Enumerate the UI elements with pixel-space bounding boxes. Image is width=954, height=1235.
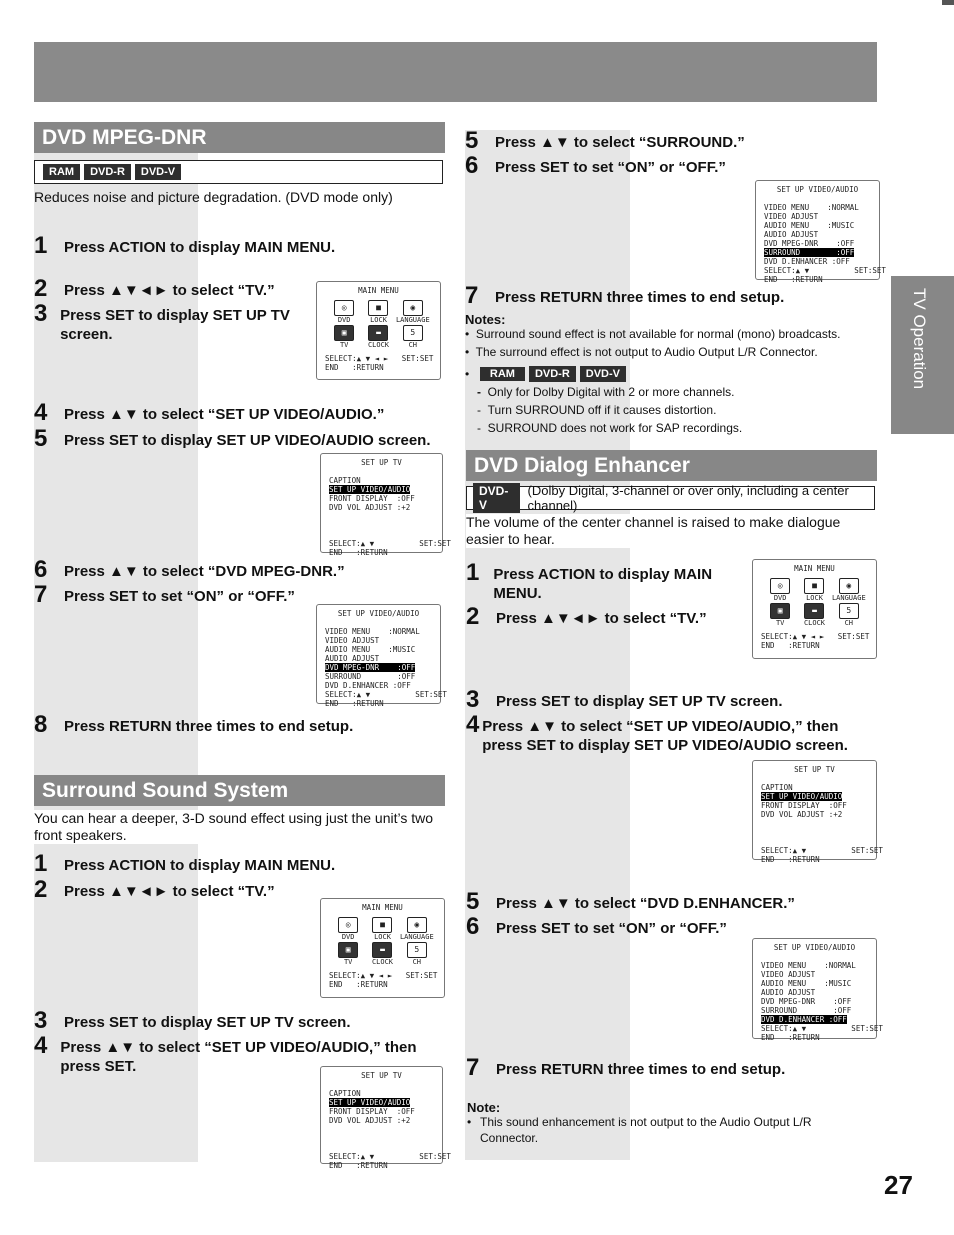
sec1-description: Reduces noise and picture degradation. (DVD mode only) [34, 189, 393, 205]
dvd-icon: ◎ [338, 917, 358, 933]
sec3-step-2: 2 Press ▲▼◄► to select “TV.” [466, 603, 707, 630]
sec2-note-badges: • RAM DVD-R DVD-V [465, 366, 626, 382]
sec3-step-6: 6 Press SET to set “ON” or “OFF.” [466, 913, 727, 940]
sec3-step-4: 4 Press ▲▼ to select “SET UP VIDEO/AUDIO,” then press SET to display SET UP VIDEO/AUDIO screen. [466, 711, 848, 754]
sec1-step-3: 3 Press SET to display SET UP TV screen. [34, 300, 290, 343]
clock-icon: ▬ [368, 325, 388, 341]
language-icon: ◉ [839, 578, 859, 594]
lock-icon: ■ [368, 300, 388, 316]
tv-icon: ▣ [334, 325, 354, 341]
surround-sound-heading: Surround Sound System [34, 775, 445, 806]
language-icon: ◉ [403, 300, 423, 316]
sec1-step-5: 5 Press SET to display SET UP VIDEO/AUDIO screen. [34, 425, 431, 452]
badge-ram: RAM [480, 367, 525, 381]
corner-mark [942, 0, 954, 5]
sec2-note-1: • Surround sound effect is not available for normal (mono) broadcasts. [465, 327, 841, 341]
header-bar [34, 42, 877, 102]
tv-icon: ▣ [770, 603, 790, 619]
sec3-step-5: 5 Press ▲▼ to select “DVD D.ENHANCER.” [466, 888, 795, 915]
clock-icon: ▬ [804, 603, 824, 619]
sec3-note: • This sound enhancement is not output to the Audio Output L/R Connector. [467, 1115, 812, 1145]
sec2-step-4: 4 Press ▲▼ to select “SET UP VIDEO/AUDIO,” then press SET. [34, 1032, 417, 1075]
sec2-note-2: • The surround effect is not output to Audio Output L/R Connector. [465, 345, 818, 359]
sec3-description: The volume of the center channel is raised to make dialogue easier to hear. [466, 514, 878, 548]
sec1-step-6: 6 Press ▲▼ to select “DVD MPEG-DNR.” [34, 556, 345, 583]
sec3-badge-box [466, 483, 875, 513]
sec2-step-5: 5 Press ▲▼ to select “SURROUND.” [465, 127, 745, 154]
dvd-icon: ◎ [770, 578, 790, 594]
tv-operation-tab [891, 276, 954, 434]
badge-ram: RAM [43, 164, 80, 180]
channel-icon: 5 [407, 942, 427, 958]
badge-dvd-v: DVD-V [473, 483, 520, 513]
sec3-step-1: 1 Press ACTION to display MAIN MENU. [466, 559, 713, 602]
channel-icon: 5 [403, 325, 423, 341]
badge-dvd-v: DVD-V [580, 366, 626, 382]
sec1-step-8: 8 Press RETURN three times to end setup. [34, 711, 354, 738]
screen-setup-tv-2: SET UP TV CAPTION SET UP VIDEO/AUDIO FRONT DISPLAY :OFF DVD VOL ADJUST :+2 SELECT:▲ ▼ SET:SET END :RETURN [320, 1066, 443, 1164]
sec3-note-title: Note: [467, 1100, 501, 1115]
sec1-step-4: 4 Press ▲▼ to select “SET UP VIDEO/AUDIO.” [34, 399, 385, 426]
tv-icon: ▣ [338, 942, 358, 958]
sec2-notes-title: Notes: [465, 312, 506, 327]
sec2-description: You can hear a deeper, 3-D sound effect using just the unit’s two front speakers. [34, 810, 439, 844]
screen-main-menu-3: MAIN MENU ◎ DVD ■ LOCK ◉ LANGUAGE ▣ TV ▬ CLOCK 5 CH SELECT:▲ ▼ ◄ ► SET:SET END :RETURN [752, 559, 877, 659]
language-icon: ◉ [407, 917, 427, 933]
dvd-mpeg-dnr-heading: DVD MPEG-DNR [34, 122, 445, 153]
sec3-step-3: 3 Press SET to display SET UP TV screen. [466, 686, 783, 713]
sec2-step-1: 1 Press ACTION to display MAIN MENU. [34, 850, 336, 877]
screen-setup-tv: SET UP TV CAPTION SET UP VIDEO/AUDIO FRONT DISPLAY :OFF DVD VOL ADJUST :+2 SELECT:▲ ▼ SET:SET END :RETURN [320, 453, 443, 553]
screen-setup-tv-3: SET UP TV CAPTION SET UP VIDEO/AUDIO FRONT DISPLAY :OFF DVD VOL ADJUST :+2 SELECT:▲ ▼ SET:SET END :RETURN [752, 760, 877, 860]
dvd-dialog-enhancer-heading: DVD Dialog Enhancer [466, 450, 877, 481]
badge-dvd-v: DVD-V [135, 164, 181, 180]
tv-operation-label: TV Operation [910, 288, 929, 390]
badge-dvd-r: DVD-R [529, 366, 576, 382]
sec3-step-7: 7 Press RETURN three times to end setup. [466, 1054, 786, 1081]
sec2-subnote-1: - Only for Dolby Digital with 2 or more channels. [477, 385, 735, 399]
screen-setup-video-audio-surround: SET UP VIDEO/AUDIO VIDEO MENU :NORMAL VIDEO ADJUST AUDIO MENU :MUSIC AUDIO ADJUST DVD MPEG-DNR :OFF SURROUND :OFF DVD D.ENHANCER :OFF SELECT:▲ ▼ SET:SET END :RETURN [755, 180, 880, 280]
sec2-step-2: 2 Press ▲▼◄► to select “TV.” [34, 876, 275, 903]
channel-icon: 5 [839, 603, 859, 619]
dvd-icon: ◎ [334, 300, 354, 316]
sec1-step-1: 1 Press ACTION to display MAIN MENU. [34, 232, 336, 259]
sec2-subnote-2: - Turn SURROUND off if it causes distortion. [477, 403, 717, 417]
badge-dvd-r: DVD-R [84, 164, 131, 180]
sec1-step-7: 7 Press SET to set “ON” or “OFF.” [34, 581, 295, 608]
lock-icon: ■ [372, 917, 392, 933]
screen-main-menu-2: MAIN MENU ◎ DVD ■ LOCK ◉ LANGUAGE ▣ TV ▬ CLOCK 5 CH SELECT:▲ ▼ ◄ ► SET:SET END :RETURN [320, 898, 445, 998]
page-number: 27 [884, 1170, 913, 1200]
sec2-step-7: 7 Press RETURN three times to end setup. [465, 282, 785, 309]
clock-icon: ▬ [372, 942, 392, 958]
sec2-step-6: 6 Press SET to set “ON” or “OFF.” [465, 152, 726, 179]
sec3-badge-note: (Dolby Digital, 3-channel or over only, including a center channel) [527, 483, 849, 513]
lock-icon: ■ [804, 578, 824, 594]
sec2-step-3: 3 Press SET to display SET UP TV screen. [34, 1007, 351, 1034]
sec2-subnote-3: - SURROUND does not work for SAP recordings. [477, 421, 743, 435]
sec1-step-2: 2 Press ▲▼◄► to select “TV.” [34, 275, 275, 302]
screen-setup-video-audio-enhancer: SET UP VIDEO/AUDIO VIDEO MENU :NORMAL VIDEO ADJUST AUDIO MENU :MUSIC AUDIO ADJUST DVD MPEG-DNR :OFF SURROUND :OFF DVD D.ENHANCER :OFF SELECT:▲ ▼ SET:SET END :RETURN [752, 938, 877, 1039]
sec1-badge-box [34, 160, 443, 184]
screen-main-menu: MAIN MENU ◎ DVD ■ LOCK ◉ LANGUAGE ▣ TV ▬ CLOCK 5 CH SELECT:▲ ▼ ◄ ► SET:SET END :RETURN [316, 281, 441, 380]
screen-setup-video-audio-dnr: SET UP VIDEO/AUDIO VIDEO MENU :NORMAL VIDEO ADJUST AUDIO MENU :MUSIC AUDIO ADJUST DVD MPEG-DNR :OFF SURROUND :OFF DVD D.ENHANCER :OFF SELECT:▲ ▼ SET:SET END :RETURN [316, 604, 441, 704]
